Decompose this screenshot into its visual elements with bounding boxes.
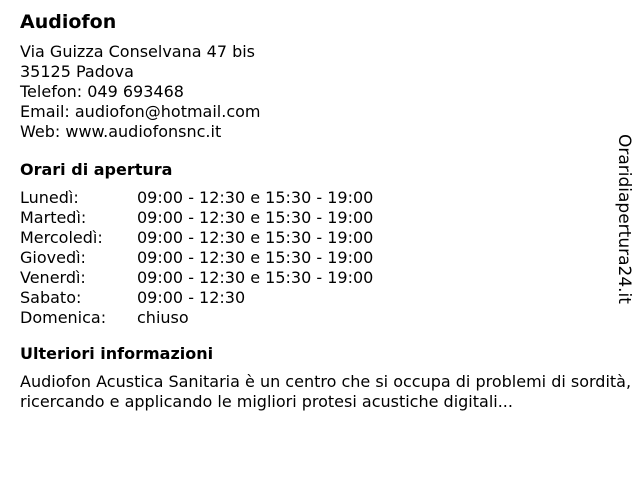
hours-row-saturday [20,288,615,308]
more-info-title: Ulteriori informazioni [20,344,214,363]
address-city: 35125 Padova [20,62,134,81]
time-value: 09:00 - 12:30 e 15:30 - 19:00 [137,268,374,287]
time-value: 09:00 - 12:30 e 15:30 - 19:00 [137,208,374,227]
hours-row-friday [20,268,615,288]
day-label: Lunedì: [20,188,79,207]
web-line: Web: www.audiofonsnc.it [20,122,222,141]
opening-hours-table [20,188,615,328]
business-name: Audiofon [20,11,117,33]
email-line: Email: audiofon@hotmail.com [20,102,261,121]
day-label: Sabato: [20,288,82,307]
phone-line: Telefon: 049 693468 [20,82,184,101]
time-value: 09:00 - 12:30 e 15:30 - 19:00 [137,188,374,207]
time-value: 09:00 - 12:30 e 15:30 - 19:00 [137,248,374,267]
address-street: Via Guizza Conselvana 47 bis [20,42,256,61]
day-label: Mercoledì: [20,228,103,247]
day-label: Venerdì: [20,268,86,287]
time-value: chiuso [137,308,189,327]
hours-row-thursday [20,248,615,268]
hours-row-tuesday [20,208,615,228]
day-label: Domenica: [20,308,107,327]
day-label: Giovedì: [20,248,86,267]
opening-hours-title: Orari di apertura [20,160,173,179]
hours-row-monday [20,188,615,208]
hours-row-wednesday [20,228,615,248]
day-label: Martedì: [20,208,87,227]
time-value: 09:00 - 12:30 [137,288,246,307]
site-watermark: Oraridiapertura24.it [614,134,634,304]
time-value: 09:00 - 12:30 e 15:30 - 19:00 [137,228,374,247]
hours-row-sunday [20,308,615,328]
more-info-text: Audiofon Acustica Sanitaria è un centro che si occupa di problemi di sordità, ricercando e applicando le migliori protesi acustiche digitali... [20,372,632,411]
